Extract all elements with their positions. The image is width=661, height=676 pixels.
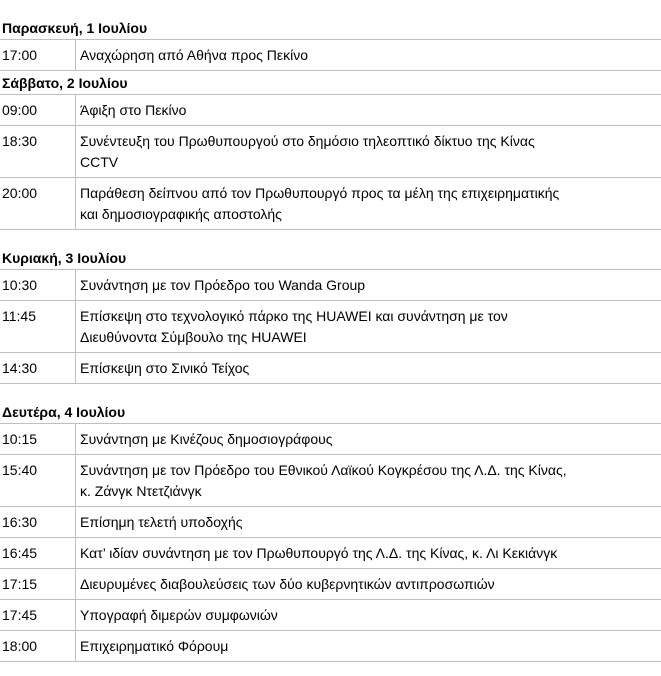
event-time: 10:15: [2, 431, 38, 447]
event-row: [0, 126, 661, 178]
column-divider: [75, 178, 76, 230]
event-row: [0, 40, 661, 71]
event-time: 10:30: [2, 277, 38, 293]
event-time: 18:00: [2, 638, 38, 654]
column-divider: [75, 424, 76, 455]
description-line: Συνέντευξη του Πρωθυπουργού στο δημόσιο τηλεοπτικό δίκτυο της Κίνας: [80, 133, 535, 149]
column-divider: [75, 507, 76, 538]
event-row: [0, 95, 661, 126]
event-row: [0, 353, 661, 384]
column-divider: [75, 455, 76, 507]
event-row: [0, 569, 661, 600]
description-line: Επίσημη τελετή υποδοχής: [80, 514, 243, 530]
description-line: Αναχώρηση από Αθήνα προς Πεκίνο: [80, 47, 308, 63]
event-row: [0, 301, 661, 353]
event-row: [0, 424, 661, 455]
column-divider: [75, 569, 76, 600]
event-description: [80, 45, 657, 66]
column-divider: [75, 40, 76, 71]
column-divider: [75, 301, 76, 353]
column-divider: [75, 126, 76, 178]
event-time: 16:30: [2, 514, 38, 530]
event-row: [0, 600, 661, 631]
event-description: [80, 574, 657, 595]
column-divider: [75, 600, 76, 631]
event-description: [80, 429, 657, 450]
description-line: Συνάντηση με Κινέζους δημοσιογράφους: [80, 431, 333, 447]
column-divider: [75, 631, 76, 662]
description-line: Επιχειρηματικό Φόρουμ: [80, 638, 229, 654]
event-description: [80, 306, 657, 348]
event-time: 11:45: [2, 308, 36, 324]
description-line: Επίσκεψη στο Σινικό Τείχος: [80, 360, 250, 376]
event-time: 14:30: [2, 360, 38, 376]
day-title: Παρασκευή, 1 Ιουλίου: [2, 20, 148, 36]
event-time: 15:40: [2, 462, 38, 478]
event-time: 09:00: [2, 102, 38, 118]
description-line: CCTV: [80, 154, 119, 170]
description-line: Άφιξη στο Πεκίνο: [80, 102, 187, 118]
event-row: [0, 538, 661, 569]
column-divider: [75, 353, 76, 384]
event-time: 17:45: [2, 607, 38, 623]
day-title: Κυριακή, 3 Ιουλίου: [2, 250, 127, 266]
description-line: Υπογραφή διμερών συμφωνιών: [80, 607, 278, 623]
description-line: και δημοσιογραφικής αποστολής: [80, 206, 282, 222]
column-divider: [75, 95, 76, 126]
event-description: [80, 275, 657, 296]
event-time: 18:30: [2, 133, 38, 149]
event-description: [80, 512, 657, 533]
description-line: Συνάντηση με τον Πρόεδρο του Εθνικού Λαϊκού Κογκρέσου της Λ.Δ. της Κίνας,: [80, 462, 567, 478]
day-title: Δευτέρα, 4 Ιουλίου: [2, 404, 126, 420]
day-header-row: [0, 230, 661, 270]
event-description: [80, 543, 657, 564]
description-line: Συνάντηση με τον Πρόεδρο του Wanda Group: [80, 277, 366, 293]
event-row: [0, 631, 661, 662]
event-row: [0, 507, 661, 538]
day-title: Σάββατο, 2 Ιουλίου: [2, 75, 128, 91]
event-description: [80, 605, 657, 626]
event-description: [80, 358, 657, 379]
description-line: Διευρυμένες διαβουλεύσεις των δύο κυβερνητικών αντιπροσωπιών: [80, 576, 495, 592]
description-line: Παράθεση δείπνου από τον Πρωθυπουργό προς τα μέλη της επιχειρηματικής: [80, 185, 560, 201]
event-row: [0, 455, 661, 507]
event-description: [80, 100, 657, 121]
event-row: [0, 270, 661, 301]
event-time: 20:00: [2, 185, 38, 201]
event-time: 17:15: [2, 576, 38, 592]
event-description: [80, 460, 657, 502]
event-description: [80, 183, 657, 225]
day-header-row: [0, 0, 661, 40]
description-line: Διευθύνοντα Σύμβουλο της HUAWEI: [80, 329, 307, 345]
day-header-row: [0, 384, 661, 424]
event-time: 16:45: [2, 545, 38, 561]
description-line: Επίσκεψη στο τεχνολογικό πάρκο της HUAWEI και συνάντηση με τον: [80, 308, 508, 324]
event-description: [80, 636, 657, 657]
event-time: 17:00: [2, 47, 38, 63]
event-description: [80, 131, 657, 173]
day-header-row: [0, 71, 661, 95]
description-line: κ. Ζάνγκ Ντετζιάνγκ: [80, 483, 202, 499]
description-line: Κατ’ ιδίαν συνάντηση με τον Πρωθυπουργό της Λ.Δ. της Κίνας, κ. Λι Κεκιάνγκ: [80, 545, 558, 561]
column-divider: [75, 538, 76, 569]
event-row: [0, 178, 661, 230]
column-divider: [75, 270, 76, 301]
